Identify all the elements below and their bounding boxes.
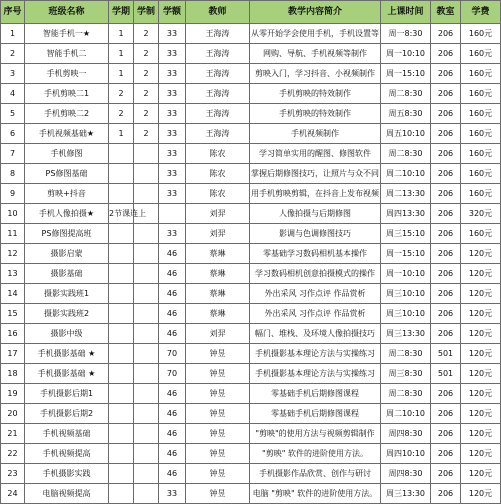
cell-col-term [109, 464, 134, 484]
cell-col-room: 206 [431, 44, 461, 64]
cell-col-content: 剪映入门，学习抖音、小视频制作 [250, 64, 381, 84]
cell-col-serial: 13 [1, 264, 25, 284]
cell-col-term: 2 [109, 104, 134, 124]
cell-col-term [109, 444, 134, 464]
cell-col-class-name: 智能手机二 [25, 44, 109, 64]
header-col-room: 教室 [431, 1, 461, 24]
cell-col-serial: 17 [1, 344, 25, 364]
cell-col-fee: 120元 [461, 284, 501, 304]
cell-col-class-name: 摄影中级 [25, 324, 109, 344]
cell-col-term [109, 304, 134, 324]
cell-col-serial: 15 [1, 304, 25, 324]
cell-col-capacity: 33 [159, 84, 186, 104]
cell-col-term [109, 164, 134, 184]
cell-col-duration [134, 484, 159, 504]
cell-col-content: 手机视频制作 [250, 124, 381, 144]
cell-col-class-name: 手机摄影后期2 [25, 404, 109, 424]
cell-col-duration [134, 284, 159, 304]
cell-col-content: 手机剪映的特效制作 [250, 84, 381, 104]
cell-col-serial: 12 [1, 244, 25, 264]
cell-col-teacher: 钟昱 [186, 344, 250, 364]
cell-col-duration: 2 [134, 24, 159, 44]
cell-col-fee: 160元 [461, 24, 501, 44]
header-col-content: 教学内容简介 [250, 1, 381, 24]
cell-col-room: 206 [431, 404, 461, 424]
cell-col-serial: 21 [1, 424, 25, 444]
cell-col-class-name: 手机摄影后期1 [25, 384, 109, 404]
cell-col-content: 手机摄影作品欣赏、创作与研讨 [250, 464, 381, 484]
cell-col-duration: 2 [134, 124, 159, 144]
table-row [1, 144, 501, 164]
cell-col-fee: 120元 [461, 324, 501, 344]
cell-col-room: 206 [431, 444, 461, 464]
cell-col-capacity: 33 [159, 64, 186, 84]
cell-col-time: 周二10:10 [381, 164, 431, 184]
cell-col-serial: 7 [1, 144, 25, 164]
cell-col-serial: 1 [1, 24, 25, 44]
cell-col-serial: 8 [1, 164, 25, 184]
cell-col-room: 206 [431, 464, 461, 484]
cell-col-room: 206 [431, 184, 461, 204]
cell-col-duration [134, 264, 159, 284]
table-row [1, 24, 501, 44]
cell-col-time: 周二8:30 [381, 344, 431, 364]
cell-col-time: 周三8:30 [381, 364, 431, 384]
cell-col-content: 外出采风 习作点评 作品赏析 [250, 304, 381, 324]
header-col-teacher: 教师 [186, 1, 250, 24]
cell-col-duration [134, 304, 159, 324]
table-row [1, 424, 501, 444]
cell-col-term: 1 [109, 44, 134, 64]
cell-col-capacity: 46 [159, 384, 186, 404]
cell-col-room: 206 [431, 164, 461, 184]
cell-col-time: 周一15:10 [381, 244, 431, 264]
cell-col-capacity: 33 [159, 44, 186, 64]
table-row [1, 84, 501, 104]
cell-col-term [109, 364, 134, 384]
cell-col-teacher: 陈农 [186, 144, 250, 164]
cell-col-class-name: 手机视频基础★ [25, 124, 109, 144]
cell-col-capacity: 33 [159, 144, 186, 164]
cell-col-serial: 16 [1, 324, 25, 344]
cell-col-capacity: 33 [159, 164, 186, 184]
cell-col-content: "剪映" 软件的进阶使用方法。 [250, 444, 381, 464]
cell-col-fee: 120元 [461, 424, 501, 444]
cell-col-fee: 160元 [461, 184, 501, 204]
cell-col-term: 2 [109, 84, 134, 104]
cell-col-content: 幅门、堆栈、及环境人像拍摄技巧 [250, 324, 381, 344]
header-col-fee: 学费 [461, 1, 501, 24]
cell-col-fee: 160元 [461, 44, 501, 64]
cell-col-class-name: 摄影实践班1 [25, 284, 109, 304]
cell-col-class-name: 摄影基础 [25, 264, 109, 284]
cell-col-time: 周二8:30 [381, 144, 431, 164]
table-row [1, 384, 501, 404]
cell-col-room: 501 [431, 344, 461, 364]
cell-col-teacher: 蔡琳 [186, 284, 250, 304]
cell-col-room: 206 [431, 284, 461, 304]
cell-col-room: 206 [431, 384, 461, 404]
table-row [1, 324, 501, 344]
cell-col-content: 用手机剪映剪辑，在抖音上发布视频 [250, 184, 381, 204]
table-row [1, 244, 501, 264]
table-row [1, 404, 501, 424]
cell-col-room: 206 [431, 64, 461, 84]
cell-col-time: 周四10:10 [381, 444, 431, 464]
cell-col-content: 学习简单实用的醒图、修图软件 [250, 144, 381, 164]
cell-col-content: 零基础手机后期修图课程 [250, 384, 381, 404]
cell-col-capacity: 46 [159, 284, 186, 304]
cell-col-serial: 4 [1, 84, 25, 104]
cell-col-fee: 160元 [461, 124, 501, 144]
cell-col-term [109, 144, 134, 164]
cell-col-room: 206 [431, 324, 461, 344]
cell-col-fee: 120元 [461, 484, 501, 504]
cell-col-serial: 10 [1, 204, 25, 224]
cell-col-teacher: 王海涛 [186, 24, 250, 44]
cell-col-duration [134, 364, 159, 384]
cell-col-teacher: 蔡琳 [186, 264, 250, 284]
cell-col-fee: 120元 [461, 244, 501, 264]
cell-col-teacher: 蔡琳 [186, 304, 250, 324]
cell-col-capacity: 33 [159, 484, 186, 504]
cell-col-serial: 22 [1, 444, 25, 464]
cell-col-class-name: PS修图提高班 [25, 224, 109, 244]
cell-col-serial: 9 [1, 184, 25, 204]
header-col-term: 学期 [109, 1, 134, 24]
cell-col-term [109, 244, 134, 264]
cell-col-capacity: 33 [159, 184, 186, 204]
cell-col-fee: 320元 [461, 204, 501, 224]
cell-col-content: 手机剪映的特效制作 [250, 104, 381, 124]
cell-col-capacity: 46 [159, 464, 186, 484]
cell-col-serial: 24 [1, 484, 25, 504]
table-row [1, 164, 501, 184]
cell-col-teacher: 钟昱 [186, 404, 250, 424]
cell-col-class-name: 手机剪映一 [25, 64, 109, 84]
cell-col-teacher: 陈农 [186, 164, 250, 184]
cell-col-class-name: 手机摄影基础 ★ [25, 344, 109, 364]
header-row [1, 1, 501, 24]
cell-col-content: 零基础学习数码相机基本操作 [250, 244, 381, 264]
cell-col-content: "剪映"的使用方法与视频剪辑制作 [250, 424, 381, 444]
cell-col-time: 周一10:10 [381, 44, 431, 64]
cell-col-teacher: 钟昱 [186, 484, 250, 504]
cell-col-content: 外出采风 习作点评 作品赏析 [250, 284, 381, 304]
cell-col-term: 1 [109, 64, 134, 84]
cell-col-serial: 18 [1, 364, 25, 384]
cell-col-fee: 120元 [461, 304, 501, 324]
cell-col-term [109, 424, 134, 444]
cell-col-duration [134, 464, 159, 484]
cell-col-term [109, 264, 134, 284]
cell-col-serial: 5 [1, 104, 25, 124]
cell-col-content: 从零开始学会使用手机，手机设置等 [250, 24, 381, 44]
cell-col-class-name: 手机剪映二1 [25, 84, 109, 104]
cell-col-time: 周二8:30 [381, 384, 431, 404]
cell-col-duration [134, 424, 159, 444]
cell-col-teacher: 王海涛 [186, 44, 250, 64]
cell-col-capacity: 46 [159, 424, 186, 444]
cell-col-room: 206 [431, 24, 461, 44]
cell-col-room: 206 [431, 304, 461, 324]
cell-col-time: 周三13:30 [381, 484, 431, 504]
cell-col-time: 周一8:30 [381, 24, 431, 44]
cell-col-duration: 2 [134, 44, 159, 64]
cell-col-teacher: 王海涛 [186, 124, 250, 144]
table-row [1, 104, 501, 124]
cell-col-teacher: 钟昱 [186, 364, 250, 384]
cell-col-duration: 2 [134, 64, 159, 84]
cell-col-serial: 23 [1, 464, 25, 484]
cell-col-fee: 160元 [461, 64, 501, 84]
cell-col-duration [134, 184, 159, 204]
cell-col-capacity: 33 [159, 124, 186, 144]
cell-col-room: 206 [431, 124, 461, 144]
cell-col-duration: 2 [134, 84, 159, 104]
cell-col-class-name: 手机摄影实践 [25, 464, 109, 484]
cell-col-capacity: 33 [159, 104, 186, 124]
cell-col-content: 影调与色调修图技巧 [250, 224, 381, 244]
cell-col-term [109, 324, 134, 344]
cell-col-class-name: 手机摄影基础 ★ [25, 364, 109, 384]
cell-col-time: 周四8:30 [381, 424, 431, 444]
cell-col-serial: 11 [1, 224, 25, 244]
cell-col-class-name: 剪映+抖音 [25, 184, 109, 204]
table-row [1, 484, 501, 504]
cell-col-capacity: 33 [159, 224, 186, 244]
cell-col-room: 206 [431, 424, 461, 444]
cell-col-fee: 120元 [461, 464, 501, 484]
cell-col-room: 206 [431, 84, 461, 104]
cell-col-class-name: PS修图基础 [25, 164, 109, 184]
cell-col-duration [134, 404, 159, 424]
cell-col-fee: 120元 [461, 264, 501, 284]
cell-col-time: 周四8:30 [381, 464, 431, 484]
cell-col-time: 周三10:10 [381, 304, 431, 324]
cell-col-term [109, 484, 134, 504]
cell-col-teacher: 陈农 [186, 184, 250, 204]
cell-col-teacher: 刘羿 [186, 224, 250, 244]
cell-col-duration: 2 [134, 104, 159, 124]
header-col-class-name: 班级名称 [25, 1, 109, 24]
cell-col-room: 501 [431, 364, 461, 384]
cell-col-content: 掌握后期修图技巧，让照片与众不同 [250, 164, 381, 184]
cell-col-duration [134, 164, 159, 184]
cell-col-term [109, 224, 134, 244]
table-row [1, 64, 501, 84]
cell-col-capacity [159, 204, 186, 224]
table-row [1, 184, 501, 204]
header-col-time: 上课时间 [381, 1, 431, 24]
cell-col-time: 周一10:10 [381, 264, 431, 284]
cell-col-capacity: 46 [159, 444, 186, 464]
cell-col-time: 周二13:30 [381, 184, 431, 204]
table-row [1, 304, 501, 324]
cell-col-content: 零基础手机后期修图课程 [250, 404, 381, 424]
cell-col-class-name: 摄影启蒙 [25, 244, 109, 264]
cell-col-duration [134, 384, 159, 404]
cell-col-serial: 19 [1, 384, 25, 404]
cell-col-term [109, 344, 134, 364]
cell-col-capacity: 46 [159, 324, 186, 344]
cell-col-room: 206 [431, 244, 461, 264]
cell-col-duration [134, 344, 159, 364]
cell-col-term: 1 [109, 124, 134, 144]
cell-col-time: 周四13:30 [381, 204, 431, 224]
cell-col-serial: 3 [1, 64, 25, 84]
cell-col-room: 206 [431, 224, 461, 244]
cell-col-fee: 120元 [461, 444, 501, 464]
cell-col-duration [134, 144, 159, 164]
cell-col-fee: 120元 [461, 404, 501, 424]
cell-col-fee: 160元 [461, 164, 501, 184]
cell-col-content: 学习数码相机创意拍摄模式的操作 [250, 264, 381, 284]
cell-col-fee: 160元 [461, 104, 501, 124]
cell-col-room: 206 [431, 264, 461, 284]
cell-col-time: 周五8:30 [381, 104, 431, 124]
cell-col-teacher: 王海涛 [186, 104, 250, 124]
cell-col-term [109, 284, 134, 304]
cell-col-class-name: 摄影实践班2 [25, 304, 109, 324]
cell-col-fee: 120元 [461, 364, 501, 384]
cell-col-time: 周一15:10 [381, 64, 431, 84]
cell-col-class-name: 手机剪映二2 [25, 104, 109, 124]
cell-col-serial: 14 [1, 284, 25, 304]
table-row [1, 44, 501, 64]
cell-col-teacher: 刘羿 [186, 204, 250, 224]
cell-col-term: 1 [109, 24, 134, 44]
cell-col-capacity: 46 [159, 264, 186, 284]
header-col-duration: 学制 [134, 1, 159, 24]
cell-col-teacher: 刘羿 [186, 324, 250, 344]
header-col-capacity: 学额 [159, 1, 186, 24]
cell-col-time: 周五10:10 [381, 124, 431, 144]
table-row [1, 284, 501, 304]
cell-col-teacher: 钟昱 [186, 444, 250, 464]
cell-col-room: 206 [431, 204, 461, 224]
cell-col-fee: 160元 [461, 144, 501, 164]
cell-col-capacity: 70 [159, 364, 186, 384]
table-row [1, 204, 501, 224]
cell-col-room: 206 [431, 104, 461, 124]
cell-col-fee: 160元 [461, 84, 501, 104]
cell-col-capacity: 46 [159, 304, 186, 324]
cell-col-fee: 120元 [461, 384, 501, 404]
cell-col-capacity: 33 [159, 24, 186, 44]
table-row [1, 224, 501, 244]
table-row [1, 124, 501, 144]
cell-col-term [109, 404, 134, 424]
table-row [1, 264, 501, 284]
cell-col-term: 2节课连上 [109, 204, 134, 224]
cell-col-room: 206 [431, 484, 461, 504]
cell-col-class-name: 智能手机一★ [25, 24, 109, 44]
cell-col-class-name: 电脑视频提高 [25, 484, 109, 504]
cell-col-teacher: 蔡琳 [186, 244, 250, 264]
cell-col-class-name: 手机人像拍摄★ [25, 204, 109, 224]
cell-col-content: 手机摄影基本理论方法与实操练习 [250, 364, 381, 384]
cell-col-time: 周三13:30 [381, 324, 431, 344]
table-row [1, 464, 501, 484]
cell-col-capacity: 46 [159, 244, 186, 264]
cell-col-teacher: 王海涛 [186, 64, 250, 84]
cell-col-duration [134, 324, 159, 344]
cell-col-class-name: 手机修图 [25, 144, 109, 164]
cell-col-teacher: 王海涛 [186, 84, 250, 104]
cell-col-capacity: 46 [159, 404, 186, 424]
header-col-serial: 序号 [1, 1, 25, 24]
cell-col-time: 周二10:10 [381, 404, 431, 424]
cell-col-duration [134, 244, 159, 264]
cell-col-term [109, 384, 134, 404]
cell-col-time: 周二8:30 [381, 84, 431, 104]
cell-col-teacher: 钟昱 [186, 384, 250, 404]
cell-col-room: 206 [431, 144, 461, 164]
cell-col-teacher: 钟昱 [186, 464, 250, 484]
cell-col-time: 周三15:10 [381, 224, 431, 244]
cell-col-content: 电脑 "剪映" 软件的进阶使用方法。 [250, 484, 381, 504]
cell-col-fee: 160元 [461, 224, 501, 244]
cell-col-class-name: 手机视频基础 [25, 424, 109, 444]
cell-col-duration [134, 224, 159, 244]
cell-col-fee: 120元 [461, 344, 501, 364]
cell-col-duration [134, 444, 159, 464]
table-row [1, 344, 501, 364]
table-row [1, 364, 501, 384]
cell-col-term [109, 184, 134, 204]
cell-col-content: 人像拍摄与后期修图 [250, 204, 381, 224]
cell-col-content: 网购、导航、手机视频等制作 [250, 44, 381, 64]
cell-col-content: 手机摄影基本理论方法与实操练习 [250, 344, 381, 364]
cell-col-time: 周三10:10 [381, 284, 431, 304]
cell-col-teacher: 钟昱 [186, 424, 250, 444]
cell-col-serial: 6 [1, 124, 25, 144]
cell-col-capacity: 70 [159, 344, 186, 364]
cell-col-serial: 2 [1, 44, 25, 64]
cell-col-class-name: 手机视频提高 [25, 444, 109, 464]
cell-col-serial: 20 [1, 404, 25, 424]
table-row [1, 444, 501, 464]
